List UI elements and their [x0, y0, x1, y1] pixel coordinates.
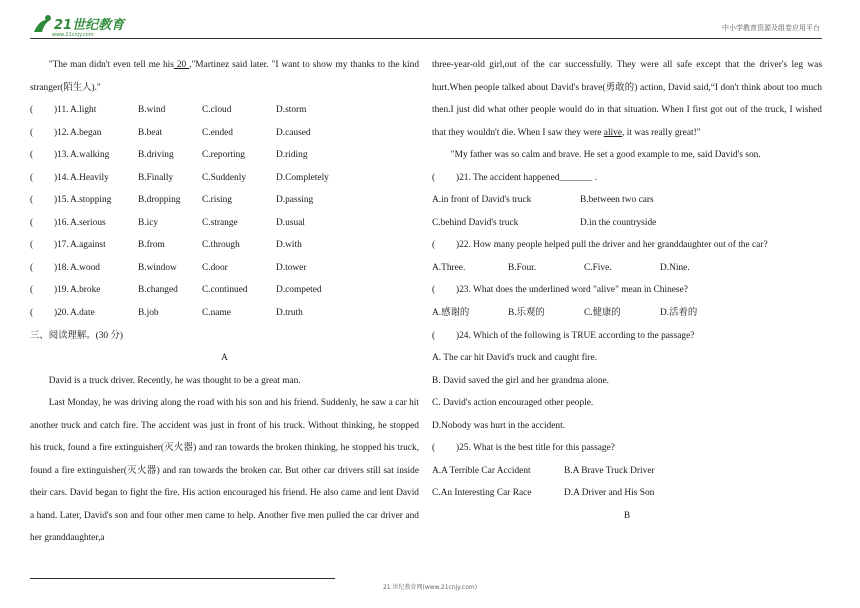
header-platform-name: 中小学教育资源及组卷应用平台 [722, 24, 820, 32]
question-number: )14. [54, 172, 69, 183]
option-a: A.Heavily [70, 172, 109, 183]
option-a: A.light [70, 105, 97, 116]
option-d: D.riding [276, 150, 308, 161]
option-a: A.broke [70, 285, 101, 296]
option: C.behind David's truck [432, 217, 519, 228]
question-row [30, 234, 419, 257]
question-23-options [432, 302, 822, 325]
option: D.in the countryside [580, 217, 657, 228]
option-d: D.truth [276, 308, 303, 319]
option-c: C.rising [202, 195, 232, 206]
option-d: D.with [276, 240, 302, 251]
option: D.A Driver and His Son [564, 488, 655, 499]
option-b: B.job [138, 308, 159, 319]
option-c: C.cloud [202, 105, 232, 116]
option: B.A Brave Truck Driver [564, 465, 655, 476]
question-22: ( )22. How many people helped pull the driver and her granddaughter out of the car? [432, 240, 768, 251]
option-c: C.name [202, 308, 231, 319]
option-a: A.stopping [70, 195, 112, 206]
question-number: )20. [54, 308, 69, 319]
question-row [30, 122, 419, 145]
option-row [432, 302, 822, 325]
answer-blank: ( [30, 217, 34, 228]
option-d: D.Completely [276, 172, 329, 183]
option-d: D.caused [276, 127, 311, 138]
option: D.Nine. [660, 262, 690, 273]
option-b: B.changed [138, 285, 178, 296]
question-number: )19. [54, 285, 69, 296]
option-a: A.wood [70, 262, 100, 273]
option-c: C.through [202, 240, 240, 251]
question-25-options [432, 460, 822, 505]
question-number: )16. [54, 217, 69, 228]
answer-blank: ( [30, 105, 34, 116]
passage-a-para-1: David is a truck driver. Recently, he was thought to be a great man. [48, 375, 301, 386]
answer-blank: ( [30, 127, 34, 138]
cloze-questions [30, 99, 419, 324]
logo-url: www.21cnjy.com [52, 32, 94, 38]
question-row [30, 144, 419, 167]
option: B.Four. [508, 262, 537, 273]
question-row [30, 279, 419, 302]
option: B.between two cars [580, 195, 654, 206]
answer-blank: ( [30, 172, 34, 183]
underlined-alive: alive [603, 127, 623, 138]
question-number: )13. [54, 150, 69, 161]
passage-a-para-2: Last Monday, he was driving along the road with his son and his friend. Suddenly, he saw a car hit another truck and catch fire. The accident was just in front of his truck. Without thinking, he stopped his truck, found a fire extinguisher(灭火器) and ran towards the broken thinking, he stopped his truck, found a fire extinguisher(灭火器) and ran towards the broken car. But other car drivers still sat inside their cars. David began to fight the fire. His action encouraged his friend. He also came and lent David a hand. Later, David's son and four other men came to help. Another five men pulled the car driver and her granddaughter,a [30, 398, 419, 544]
option-a: A.walking [70, 150, 110, 161]
option-b: B.driving [138, 150, 174, 161]
option-b: B.Finally [138, 172, 174, 183]
question-number: )12. [54, 127, 69, 138]
option-row [432, 212, 822, 235]
option-d: D.competed [276, 285, 322, 296]
option: B.乐观的 [508, 308, 545, 319]
option-a: A.began [70, 127, 102, 138]
option-row: D.Nobody was hurt in the accident. [432, 420, 566, 431]
option: A.A Terrible Car Accident [432, 465, 531, 476]
question-25: ( )25. What is the best title for this passage? [432, 443, 615, 454]
logo-text: 21世纪教育 [54, 18, 125, 33]
intro-paragraph: "The man didn't even tell me his 20 ,"Martinez said later. "I want to show my thanks to the kind stranger(陌生人)." [30, 60, 420, 93]
option-row [432, 257, 822, 280]
question-row [30, 212, 419, 235]
option-a: A.serious [70, 217, 106, 228]
blank-20: 20 [173, 60, 190, 70]
answer-blank: ( [30, 195, 34, 206]
passage-label-a: A [221, 353, 228, 364]
answer-blank: ( [30, 150, 34, 161]
option-c: C.ended [202, 127, 233, 138]
option-d: D.storm [276, 105, 307, 116]
question-24-options [432, 347, 822, 437]
option-row [432, 460, 822, 483]
option: C.健康的 [584, 308, 621, 319]
option: A.感谢的 [432, 308, 470, 319]
header-divider [30, 38, 822, 39]
passage-a-para-3: three-year-old girl,out of the car successfully. They were all safe except that the driver's leg was hurt.When people talked about David's brave(勇敢的) action, David said,“I don't think about too much then.I just did what other people would do in that situation. When I first got out of the truck, I wished that they wouldn't die. When I saw they were alive, it was really great!" [432, 60, 822, 138]
option-c: C.strange [202, 217, 238, 228]
option-row: B. David saved the girl and her grandma alone. [432, 375, 610, 386]
footer-text: 21 世纪教育网(www.21cnjy.com) [382, 584, 478, 591]
option-row [432, 189, 822, 212]
question-23: ( )23. What does the underlined word "alive" mean in Chinese? [432, 285, 688, 296]
option: C.Five. [584, 262, 612, 273]
question-21: ( )21. The accident happened_______ . [432, 172, 597, 183]
option-a: A.against [70, 240, 106, 251]
question-row [30, 302, 419, 325]
right-column [432, 54, 822, 527]
question-22-options [432, 257, 822, 280]
question-number: )18. [54, 262, 69, 273]
question-24: ( )24. Which of the following is TRUE according to the passage? [432, 330, 695, 341]
option: C.An Interesting Car Race [432, 488, 532, 499]
option-c: C.Suddenly [202, 172, 247, 183]
option-b: B.window [138, 262, 177, 273]
section-title: 三、阅读理解。(30 分) [30, 330, 123, 341]
question-number: )15. [54, 195, 69, 206]
question-21-options [432, 189, 822, 234]
answer-blank: ( [30, 262, 34, 273]
option-b: B.icy [138, 217, 159, 228]
question-row [30, 167, 419, 190]
left-column [30, 54, 419, 550]
option-b: B.wind [138, 105, 166, 116]
option-b: B.from [138, 240, 165, 251]
option-c: C.door [202, 262, 228, 273]
question-number: )17. [54, 240, 69, 251]
option-row: A. The car hit David's truck and caught fire. [432, 353, 598, 364]
option-row [432, 482, 822, 505]
question-number: )11. [54, 105, 69, 116]
option-d: D.passing [276, 195, 314, 206]
question-row [30, 189, 419, 212]
option-b: B.dropping [138, 195, 181, 206]
option-d: D.tower [276, 262, 307, 273]
option-a: A.date [70, 308, 95, 319]
passage-a-para-4: "My father was so calm and brave. He set a good example to me, said David's son. [450, 150, 761, 161]
option-row: C. David's action encouraged other people. [432, 398, 594, 409]
answer-blank: ( [30, 240, 34, 251]
option: D.活着的 [660, 308, 698, 319]
passage-label-b: B [623, 510, 631, 521]
answer-blank: ( [30, 285, 34, 296]
option: A.Three. [432, 262, 466, 273]
option-b: B.beat [138, 127, 163, 138]
option-c: C.continued [202, 285, 248, 296]
question-row [30, 257, 419, 280]
answer-blank: ( [30, 308, 34, 319]
site-logo [30, 12, 130, 38]
footer-divider [30, 578, 335, 579]
option-c: C.reporting [202, 150, 245, 161]
question-row [30, 99, 419, 122]
option: A.in front of David's truck [432, 195, 532, 206]
option-d: D.usual [276, 217, 305, 228]
